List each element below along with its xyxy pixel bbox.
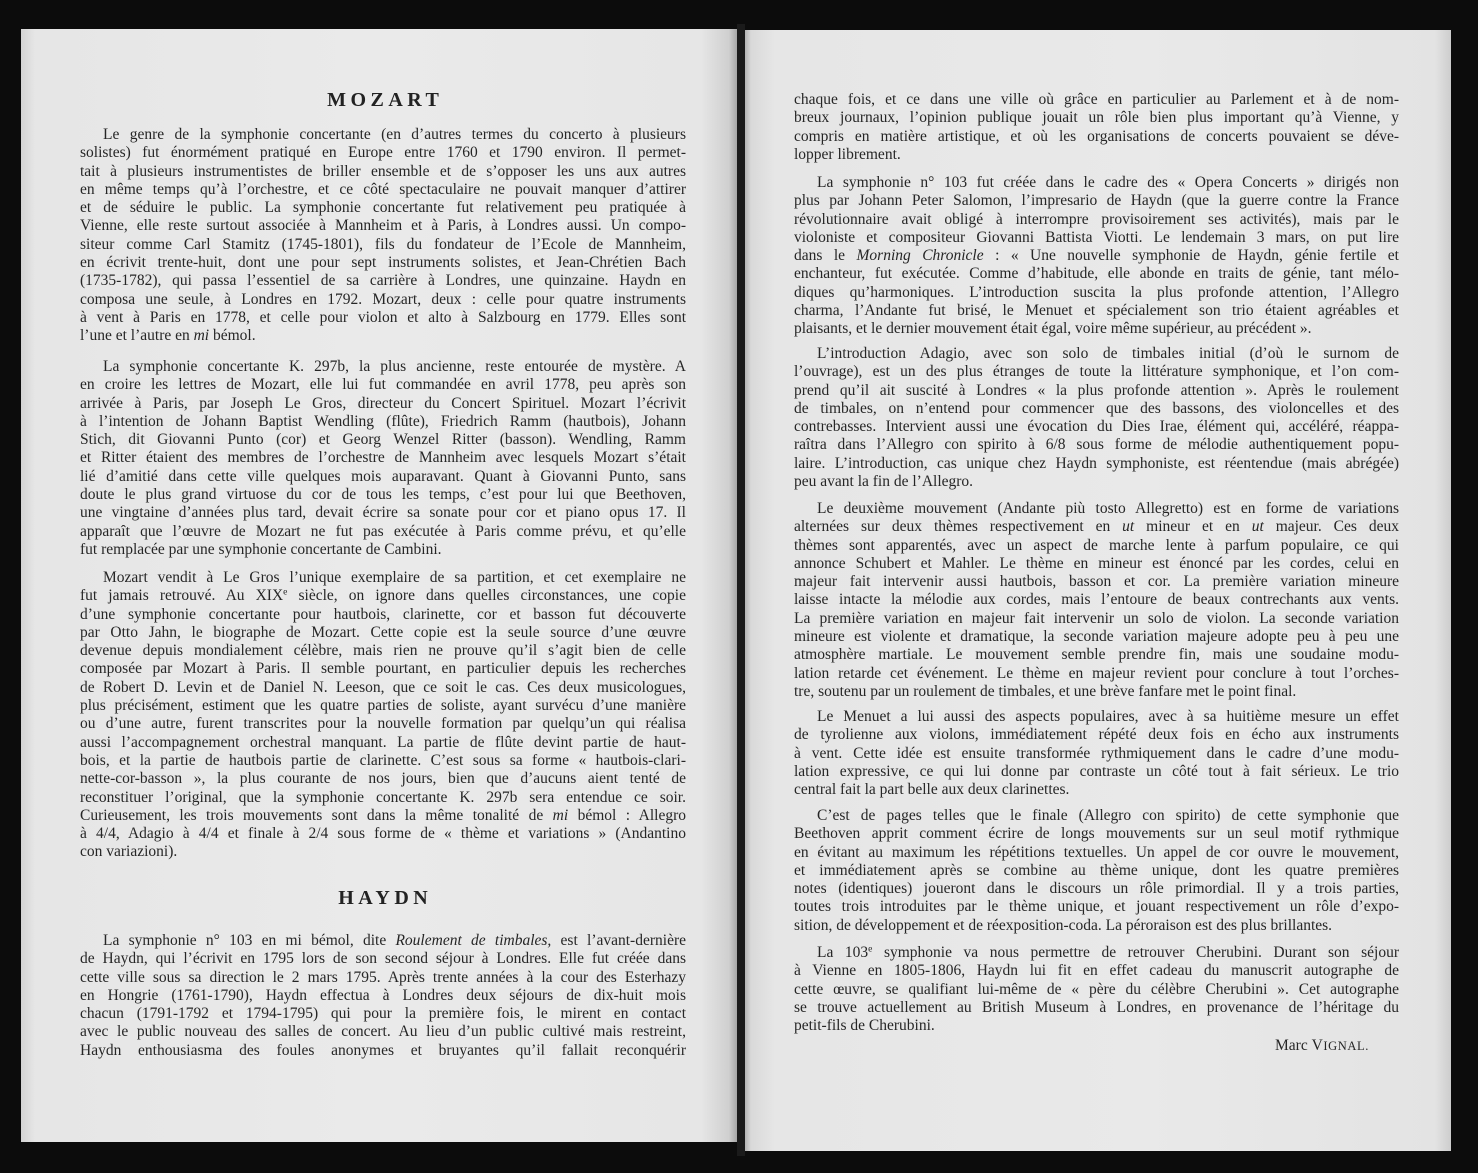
text-line: chaque fois, et ce dans une ville où grâce en particulier au Parlement et à de nom- xyxy=(794,91,1399,108)
text-line: L’introduction Adagio, avec son solo de timbales initial (d’où le surnom de xyxy=(817,345,1399,362)
signature-first-name: Marc xyxy=(1275,1037,1308,1054)
author-signature xyxy=(794,1037,1399,1055)
text-line: révolutionnaire avait obligé à interrompre provisoirement ses activités), mais par le xyxy=(794,210,1399,228)
text-line: C’est de pages telles que le finale (Allegro con spirito) de cette symphonie que xyxy=(817,807,1399,824)
text-line: nette-cor-basson », la plus courante de nos jours, bien que d’aucuns aient tenté de xyxy=(80,770,686,788)
text-line: raîtra dans l’Allegro con spirito à 6/8 sous forme de mélodie authentiquement popu- xyxy=(794,436,1399,454)
text-line: de timbales, on n’entend pour commencer que des bassons, des violoncelles et des xyxy=(794,399,1399,417)
section-title: MOZART xyxy=(327,89,444,111)
text-run: majeur. Ces deux xyxy=(1263,518,1399,536)
paragraph xyxy=(80,569,686,862)
text-line: à Vienne en 1805-1806, Haydn lui fit en effet cadeau du manuscrit autographe de xyxy=(794,962,1399,980)
text-line: violoniste et compositeur Giovanni Battista Viotti. Le lendemain 3 mars, on put lire xyxy=(794,228,1399,246)
text-run: l’une et l’autre en xyxy=(80,327,194,345)
text-line xyxy=(80,807,686,825)
text-line: laire. L’introduction, cas unique chez Haydn symphoniste, est réentendue (mais abrégée) xyxy=(794,454,1399,472)
paragraph xyxy=(80,126,686,346)
superscript: e xyxy=(283,587,288,599)
page-gutter xyxy=(737,24,745,1156)
italic-text: Morning Chronicle xyxy=(856,247,984,265)
text-line: diques qu’harmoniques. L’introduction suscita la plus profonde attention, l’Allegro xyxy=(794,283,1399,301)
text-line: con variazioni). xyxy=(80,843,178,861)
text-line: siteur comme Carl Stamitz (1745-1801), fils du fondateur de l’Ecole de Mannheim, xyxy=(80,235,686,253)
text-line: lation retarde cet événement. Le thème en majeur revient pour conclure à tout l’orches- xyxy=(794,664,1399,682)
paragraph xyxy=(794,91,1399,164)
italic-text: mi xyxy=(552,806,569,824)
text-line xyxy=(80,932,686,950)
superscript: e xyxy=(868,943,873,955)
text-line: en écrivit trente-huit, dont une pour sept instruments solistes, et Jean-Chrétien Bach xyxy=(80,254,686,272)
text-line: à vent. Cette idée est ensuite transformée rythmiquement dans le cadre d’une modu- xyxy=(794,744,1399,762)
text-line: prend qu’il ait suscité à Londres « la plus profonde attention ». Après le roulement xyxy=(794,381,1399,399)
text-line: tre, soutenu par un roulement de timbales, et une brève fanfare met le point final. xyxy=(794,682,1297,700)
paragraph xyxy=(794,708,1399,799)
text-run: est l’avant-dernière xyxy=(551,932,686,949)
text-run: siècle, on ignore dans quelles circonstances, une copie xyxy=(287,587,686,605)
text-line: majeur fait intervenir aussi hautbois, basson et cor. La première variation mineure xyxy=(794,573,1399,591)
paragraph xyxy=(80,358,686,559)
text-line: La symphonie concertante K. 297b, la plus ancienne, reste entourée de mystère. A xyxy=(103,358,686,375)
text-line: Stich, dit Giovanni Punto (cor) et Georg Wenzel Ritter (basson). Wendling, Ramm xyxy=(80,431,686,449)
text-line: mineure est violente et dramatique, la seconde variation majeure adopte peu à peu une xyxy=(794,628,1399,646)
text-line: solistes) fut énormément pratiqué en Europe entre 1760 et 1790 environ. Il permet- xyxy=(80,144,686,162)
text-line: de Robert D. Levin et de Daniel N. Leeson, que ce soit le cas. Ces deux musicologues, xyxy=(80,678,686,696)
text-line: et immédiatement après se combine au thème unique, dont les quatre premières xyxy=(794,861,1399,879)
text-line: laisse intacte la mélodie aux cordes, mais l’entoure de beaux contrechants aux vents. xyxy=(794,591,1399,609)
text-line: toutes trois introduites par le thème unique, et jouant respectivement un rôle d’expo- xyxy=(794,898,1399,916)
text-line: à l’intention de Johann Baptist Wendling (flûte), Friedrich Ramm (hautbois), Johann xyxy=(80,412,686,430)
text-line: Haydn enthousiasma des foules anonymes et bruyantes qu’il fallait reconquérir xyxy=(80,1041,686,1059)
text-line: une vingtaine d’années plus tard, devait écrire sa sonate pour cor et piano opus 17. Il xyxy=(80,504,686,522)
paragraph xyxy=(794,500,1399,701)
text-line: devenue depuis mondialement célèbre, mais rien ne prouve qu’il s’agit bien de celle xyxy=(80,642,686,660)
text-run: La symphonie n° 103 en mi bémol, dite xyxy=(103,932,396,949)
text-line: atmosphère martiale. Le mouvement semble prendre fin, mais une soudaine modu- xyxy=(794,646,1399,664)
italic-text: ut xyxy=(1122,518,1135,536)
text-line: La première variation en majeur fait intervenir un solo de violon. La seconde variation xyxy=(794,609,1399,627)
text-line: et de séduire le public. La symphonie concertante fut relativement peu pratiquée à xyxy=(80,199,686,217)
text-line: composée par Mozart à Paris. Il semble pourtant, en particulier depuis les recherches xyxy=(80,660,686,678)
text-line: bois, et la partie de hautbois partie de clarinette. C’est sous sa forme « hautbois-clari- xyxy=(80,751,686,769)
text-line: cette ville sous sa direction le 2 mars 1795. Après trente années à la cour des Esterhazy xyxy=(80,968,686,986)
text-line: composa une seule, à Londres en 1792. Mozart, deux : celle pour quatre instruments xyxy=(80,290,686,308)
paragraph xyxy=(794,345,1399,491)
text-line: l’ouvrage), est un des plus étranges de toute la littérature symphonique, et l’on com- xyxy=(794,363,1399,381)
text-line: lié d’amitié dans cette ville quelques mois auparavant. Quant à Giovanni Punto, sans xyxy=(80,467,686,485)
text-line: Mozart vendit à Le Gros l’unique exemplaire de sa partition, et cet exemplaire ne xyxy=(103,569,686,586)
text-line: Le genre de la symphonie concertante (en d’autres termes du concerto à plusieurs xyxy=(103,126,686,143)
text-line: avec le public nouveau des salles de concert. Au lieu d’un public cultivé mais restreint, xyxy=(80,1023,686,1041)
text-run: symphonie va nous permettre de retrouver Cherubini. Durant son séjour xyxy=(872,944,1399,961)
text-line: se trouve actuellement au British Museum à Londres, en provenance de l’héritage du xyxy=(794,998,1399,1016)
text-line xyxy=(794,518,1399,536)
text-line: annonce Schubert et Mahler. Le thème en mineur est énoncé par les cordes, celui en xyxy=(794,554,1399,572)
text-line xyxy=(80,587,686,605)
text-line: enchanteur, fut exécutée. Comme d’habitude, elle abonde en traits de génie, tant mélo- xyxy=(794,265,1399,283)
text-line: plus par Johann Peter Salomon, l’impresario de Haydn (que la guerre contre la France xyxy=(794,192,1399,210)
text-line xyxy=(80,327,686,345)
text-run: bémol. xyxy=(209,327,256,345)
text-line: Beethoven apprit comment écrire de longs mouvements sur un seul motif rythmique xyxy=(794,825,1399,843)
text-run: dans le xyxy=(794,247,857,265)
text-run: : « Une nouvelle symphonie de Haydn, génie fertile et xyxy=(983,247,1399,265)
text-line: La symphonie n° 103 fut créée dans le cadre des « Opera Concerts » dirigés non xyxy=(817,174,1399,191)
text-run: fut jamais retrouvé. Au XIX xyxy=(80,587,284,605)
text-run: bémol : Allegro xyxy=(568,806,687,824)
text-line: à vent à Paris en 1778, et celle pour violon et alto à Salzbourg en 1779. Elles sont xyxy=(80,308,686,326)
italic-text: Roulement de timbales, xyxy=(395,932,552,949)
text-line: d’une symphonie concertante pour hautbois, clarinette, cor et basson fut découverte xyxy=(80,605,686,623)
text-line: arrivée à Paris, par Joseph Le Gros, directeur du Concert Spirituel. Mozart l’écrivit xyxy=(80,394,686,412)
text-line: sition, de développement et de réexposition-coda. La péroraison est des plus brillantes. xyxy=(794,916,1333,934)
italic-text: mi xyxy=(193,327,210,345)
text-line: petit-fils de Cherubini. xyxy=(794,1017,935,1035)
text-line: en croire les lettres de Mozart, elle lui fut commandée en avril 1778, peu après son xyxy=(80,376,686,394)
text-run: Curieusement, les trois mouvements sont dans la même tonalité de xyxy=(80,806,553,824)
text-run: La 103 xyxy=(817,944,869,961)
left-page xyxy=(21,29,737,1142)
text-line: Vienne, elle reste surtout associée à Mannheim et à Paris, à Londres aussi. Un compo- xyxy=(80,217,686,235)
right-page xyxy=(745,30,1451,1151)
text-line: apparaît que l’œuvre de Mozart ne fut pas exécutée à Paris comme prévu, et qu’elle xyxy=(80,522,686,540)
text-line: fut remplacée par une symphonie concertante de Cambini. xyxy=(80,540,442,558)
text-line: cette œuvre, se qualifiant lui-même de « père du célèbre Cherubini ». Cet autographe xyxy=(794,980,1399,998)
text-line xyxy=(794,944,1399,962)
paragraph xyxy=(794,807,1399,935)
text-line: thèmes sont apparentés, avec un aspect de marche lente à parfum populaire, ce qui xyxy=(794,536,1399,554)
text-line: par Otto Jahn, le biographe de Mozart. Cette copie est la seule source d’une œuvre xyxy=(80,623,686,641)
text-line: lation expressive, ce qui lui donne par contraste un côté tout à fait sérieux. Le trio xyxy=(794,762,1399,780)
text-line: tait à plusieurs instrumentistes de briller ensemble et de s’opposer les uns aux autres xyxy=(80,162,686,180)
text-line: charma, l’Andante fut brisé, le Menuet et spécialement son trio étaient agréables et xyxy=(794,302,1399,320)
text-line: et Ritter étaient des membres de l’orchestre de Mannheim avec lesquels Mozart s’était xyxy=(80,449,686,467)
text-line: central fait la part belle aux deux clarinettes. xyxy=(794,781,1070,799)
text-line: compris en matière artistique, et où les organisations de concerts pouvaient se déve- xyxy=(794,127,1399,145)
text-line: en même temps qu’à l’orchestre, et ce côté spectaculaire ne pouvait manquer d’attirer xyxy=(80,180,686,198)
text-line: doute le plus grand virtuose du cor de tous les temps, c’est pour lui que Beethoven, xyxy=(80,486,686,504)
text-run: alternées sur deux thèmes respectivement en xyxy=(794,518,1123,536)
paragraph xyxy=(794,174,1399,339)
paragraph xyxy=(794,944,1399,1035)
text-line: plaisants, et le dernier mouvement était égal, voire même supérieur, au précédent ». xyxy=(794,320,1312,338)
text-line: ou d’une autre, furent transcrites pour la nouvelle formation par quelqu’un qui réalisa xyxy=(80,715,686,733)
text-line: Le deuxième mouvement (Andante più tosto Allegretto) est en forme de variations xyxy=(817,500,1399,517)
text-line: reconstituer l’original, que la symphonie concertante K. 297b sera entendue ce soir. xyxy=(80,788,686,806)
text-line: à 4/4, Adagio à 4/4 et finale à 2/4 sous forme de « thème et variations » (Andantino xyxy=(80,825,686,843)
text-line: peu avant la fin de l’Allegro. xyxy=(794,473,974,491)
text-line: (1735-1782), qui passa l’essentiel de sa carrière à Londres, une quinzaine. Haydn en xyxy=(80,272,686,290)
signature-surname: VIGNAL. xyxy=(1311,1037,1369,1054)
text-line: chacun (1791-1792 et 1794-1795) qui pour la première fois, le mirent en contact xyxy=(80,1005,686,1023)
text-line: Le Menuet a lui aussi des aspects populaires, avec à sa huitième mesure un effet xyxy=(817,708,1399,725)
text-line: notes (identiques) joueront dans le discours un rôle primordial. Il y a trois parties, xyxy=(794,880,1399,898)
italic-text: ut xyxy=(1251,518,1264,536)
text-line: de tyrolienne aux violons, immédiatement répété deux fois en écho aux instruments xyxy=(794,726,1399,744)
text-run: mineur et en xyxy=(1134,518,1252,536)
text-line: de Haydn, qui l’écrivit en 1795 lors de son second séjour à Londres. Elle fut créée dans xyxy=(80,950,686,968)
text-line xyxy=(794,247,1399,265)
text-line: en évitant au maximum les répétitions textuelles. Un appel de cor ouvre le mouvement, xyxy=(794,843,1399,861)
text-line: contrebasses. Intervient aussi une évocation du Dies Irae, élément qui, accéléré, réappa- xyxy=(794,418,1399,436)
paragraph xyxy=(80,932,686,1060)
text-line: plus précisément, estiment que les quatre parties de soliste, ayant survécu d’une manière xyxy=(80,697,686,715)
text-line: aussi l’accompagnement orchestral manquant. La partie de flûte devint partie de haut- xyxy=(80,733,686,751)
text-line: lopper librement. xyxy=(794,145,901,163)
text-line: breux journaux, l’opinion publique jouait un rôle bien plus important qu’à Vienne, y xyxy=(794,109,1399,127)
text-line: en Hongrie (1761-1790), Haydn effectua à Londres deux séjours de dix-huit mois xyxy=(80,986,686,1004)
section-title: HAYDN xyxy=(338,887,433,909)
